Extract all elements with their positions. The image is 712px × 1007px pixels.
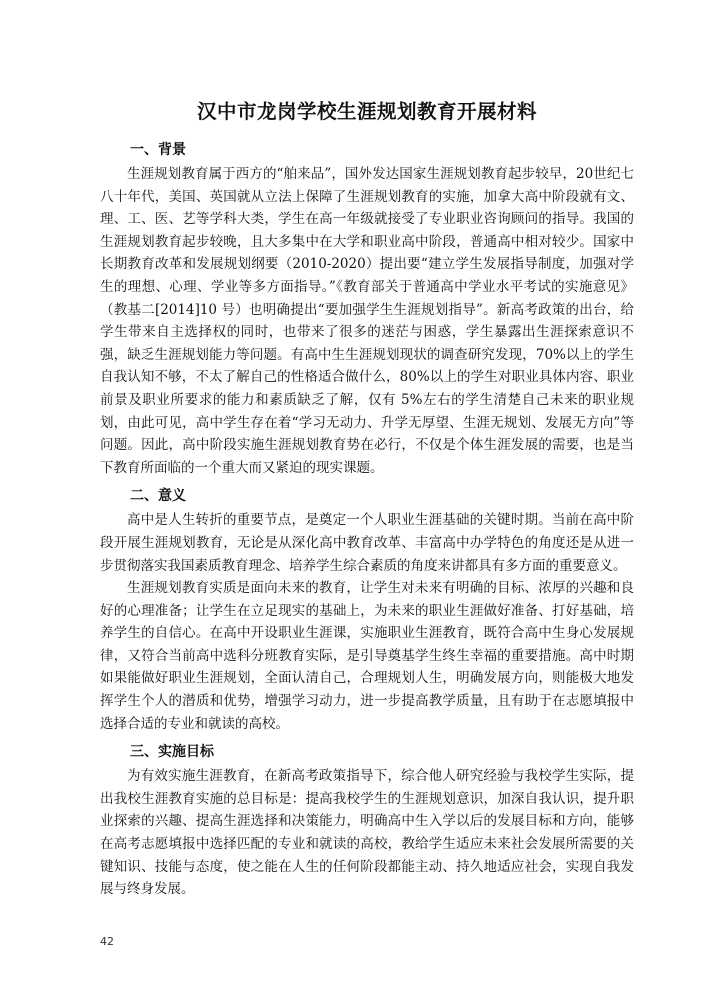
document-title: 汉中市龙岗学校生涯规划教育开展材料 bbox=[196, 100, 537, 123]
section-heading: 一、背景 bbox=[130, 142, 186, 158]
section-goals bbox=[100, 742, 634, 901]
section-background bbox=[100, 140, 634, 479]
section-significance bbox=[100, 486, 634, 735]
paragraph: 生涯规划教育实质是面向未来的教育，让学生对未来有明确的目标、浓厚的兴趣和良好的心理准备；让学生在立足现实的基础上，为未来的职业生涯做好准备、打好基础，培养学生的自信心。在高中开设职业生涯课，实施职业生涯教育，既符合高中生身心发展规律，又符合当前高中选科分班教育实际，是引导奠基学生终生幸福的重要措施。高中时期如果能做好职业生涯规划，全面认清自己，合理规划人生，明确发展方向，则能极大地发挥学生个人的潜质和优势，增强学习动力，进一步提高教学质量，且有助于在志愿填报中选择合适的专业和就读的高校。 bbox=[100, 580, 634, 732]
section-heading: 二、意义 bbox=[130, 488, 186, 505]
section-heading: 三、实施目标 bbox=[130, 744, 214, 761]
paragraph: 高中是人生转折的重要节点，是奠定一个人职业生涯基础的关键时期。当前在高中阶段开展生涯规划教育，无论是从深化高中教育改革、丰富高中办学特色的角度还是从进一步贯彻落实我国素质教育理念、培养学生综合素质的角度来讲都具有多方面的重要意义。 bbox=[100, 512, 634, 574]
page-number: 42 bbox=[100, 935, 114, 948]
document-page bbox=[100, 96, 634, 901]
paragraph: 为有效实施生涯教育，在新高考政策指导下，综合他人研究经验与我校学生实际，提出我校生涯教育实施的总目标是：提高我校学生的生涯规划意识，加深自我认识，提升职业探索的兴趣、提高生涯选择和决策能力，明确高中生入学以后的发展目标和方向，能够在高考志愿填报中选择匹配的专业和就读的高校，教给学生适应未来社会发展所需要的关键知识、技能与态度，使之能在人生的任何阶段都能主动、持久地适应社会，实现自我发展与终身发展。 bbox=[100, 768, 634, 898]
paragraph: 生涯规划教育属于西方的“舶来品”，国外发达国家生涯规划教育起步较早，20世纪七八十年代，美国、英国就从立法上保障了生涯规划教育的实施，加拿大高中阶段就有文、理、工、医、艺等学科大类，学生在高一年级就接受了专业职业咨询顾问的指导。我国的生涯规划教育起步较晚，且大多集中在大学和职业高中阶段，普通高中相对较少。国家中长期教育改革和发展规划纲要（2010-2020）提出要“建立学生发展指导制度，加强对学生的理想、心理、学业等多方面指导。”《教育部关于普通高中学业水平考试的实施意见》（教基二[2014]10 号）也明确提出“要加强学生生涯规划指导”。新高考政策的出台，给学生带来自主选择权的同时，也带来了很多的迷茫与困惑，学生暴露出生涯探索意识不强，缺乏生涯规划能力等问题。有高中生生涯规划现状的调查研究发现，70%以上的学生自我认知不够，不太了解自己的性格适合做什么，80%以上的学生对职业具体内容、职业前景及职业所要求的能力和素质缺乏了解，仅有 5%左右的学生清楚自己未来的职业规划，由此可见，高中学生存在着“学习无动力、升学无厚望、生涯无规划、发展无方向”等问题。因此，高中阶段实施生涯规划教育势在必行，不仅是个体生涯发展的需要，也是当下教育所面临的一个重大而又紧迫的现实课题。 bbox=[100, 166, 634, 476]
